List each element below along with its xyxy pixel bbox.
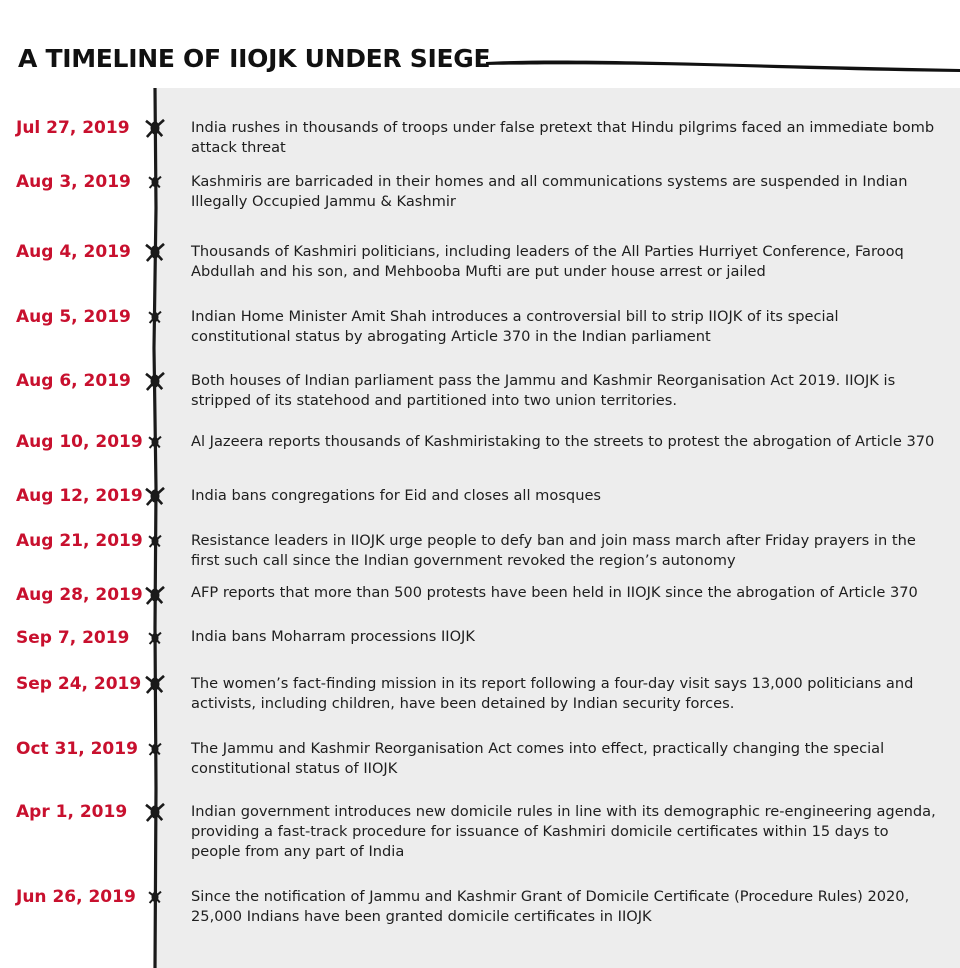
barb-knot	[146, 804, 164, 821]
barbed-wire-timeline	[132, 88, 180, 968]
barb-knot	[149, 892, 161, 903]
barb-knot	[146, 676, 164, 693]
barb-knot	[149, 437, 161, 448]
barb-knot	[146, 373, 164, 390]
barb-knot	[149, 633, 161, 644]
barb-knot	[149, 744, 161, 755]
event-date: Oct 31, 2019	[16, 739, 138, 759]
event-description: The women’s fact-finding mission in its report following a four-day visit says 13,000 politicians and activists, including children, have been detained by Indian security forces.	[191, 675, 914, 712]
event-description: Both houses of Indian parliament pass the Jammu and Kashmir Reorganisation Act 2019. IIOJK is stripped of its statehood and partitioned into two union territories.	[191, 372, 896, 409]
event-date: Apr 1, 2019	[16, 802, 128, 822]
event-description: The Jammu and Kashmir Reorganisation Act comes into effect, practically changing the special constitutional status of IIOJK	[191, 740, 885, 777]
barb-knot	[146, 587, 164, 604]
event-description: Kashmiris are barricaded in their homes and all communications systems are suspended in Indian Illegally Occupied Jammu & Kashmir	[191, 173, 908, 210]
event-description: Al Jazeera reports thousands of Kashmiristaking to the streets to protest the abrogation of Article 370	[191, 433, 935, 450]
event-date: Aug 28, 2019	[16, 585, 143, 605]
event-description: India rushes in thousands of troops under false pretext that Hindu pilgrims faced an immediate bomb attack threat	[191, 119, 935, 156]
event-date: Aug 6, 2019	[16, 371, 131, 391]
event-date: Sep 7, 2019	[16, 628, 130, 648]
page-title: A TIMELINE OF IIOJK UNDER SIEGE	[18, 44, 491, 73]
event-date: Sep 24, 2019	[16, 674, 142, 694]
event-date: Jun 26, 2019	[16, 887, 136, 907]
event-description: Indian Home Minister Amit Shah introduces a controversial bill to strip IIOJK of its special constitutional status by abrogating Article 370 in the Indian parliament	[191, 308, 839, 345]
event-description: India bans congregations for Eid and closes all mosques	[191, 487, 602, 504]
barb-knot	[149, 536, 161, 547]
event-date: Aug 12, 2019	[16, 486, 143, 506]
event-description: AFP reports that more than 500 protests have been held in IIOJK since the abrogation of Article 370	[191, 584, 918, 601]
barb-knot	[146, 120, 164, 137]
event-date: Aug 10, 2019	[16, 432, 143, 452]
barb-knot	[146, 244, 164, 261]
event-date: Aug 5, 2019	[16, 307, 131, 327]
event-description: Indian government introduces new domicile rules in line with its demographic re-engineering agenda, providing a fast-track procedure for issuance of Kashmiri domicile certificates within 15 days to people from any part of India	[191, 803, 936, 860]
event-description: Resistance leaders in IIOJK urge people to defy ban and join mass march after Friday prayers in the first such call since the Indian government revoked the region’s autonomy	[191, 532, 916, 569]
barb-knot	[149, 312, 161, 323]
event-date: Jul 27, 2019	[16, 118, 130, 138]
event-description: Thousands of Kashmiri politicians, including leaders of the All Parties Hurriyet Conference, Farooq Abdullah and his son, and Mehbooba Mufti are put under house arrest or jailed	[191, 243, 904, 280]
event-description: India bans Moharram processions IIOJK	[191, 628, 475, 645]
barb-knot	[146, 488, 164, 505]
event-date: Aug 4, 2019	[16, 242, 131, 262]
event-date: Aug 3, 2019	[16, 172, 131, 192]
event-description: Since the notification of Jammu and Kashmir Grant of Domicile Certificate (Procedure Rules) 2020, 25,000 Indians have been granted domicile certificates in IIOJK	[191, 888, 910, 925]
event-date: Aug 21, 2019	[16, 531, 143, 551]
title-underline-stroke	[484, 54, 960, 72]
barb-knot	[149, 177, 161, 188]
